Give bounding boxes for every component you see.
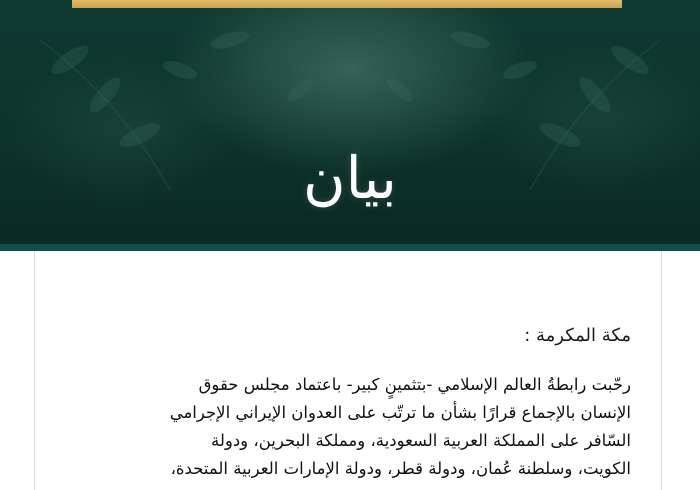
dateline: مكة المكرمة : [524,325,631,346]
body-line: السّافر على المملكة العربية السعودية، ومملكة البحرين، ودولة [210,431,631,450]
article-container [34,251,662,490]
page-title: بيان [303,144,397,212]
body-line: الإنسان بالإجماع قرارًا بشأن ما ترتّب على العدوان الإيراني الإجرامي [169,403,631,422]
article-body [53,371,631,483]
header-banner [0,0,700,244]
body-line: الكويت، وسلطنة عُمان، ودولة قطر، ودولة الإمارات العربية المتحدة، [170,459,631,478]
body-line: رحّبت رابطةُ العالم الإسلامي -بتثمينٍ كبير- باعتماد مجلس حقوق [198,375,631,394]
header-divider-strip [0,244,700,251]
